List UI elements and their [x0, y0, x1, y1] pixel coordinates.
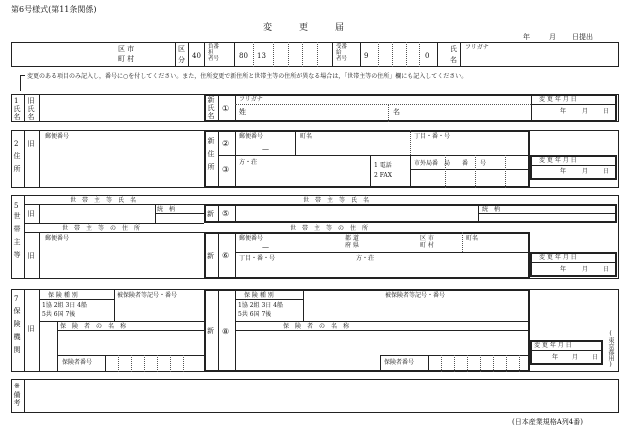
sec2-circle-2[interactable]: ② [222, 139, 230, 148]
sec5-label: 世帯主等 [13, 212, 21, 264]
date-day-label: 日提出 [572, 33, 593, 41]
date-year-label: 年 [523, 33, 530, 41]
instruction-text: 変更のある項目のみ記入し，番号に○を付してください。また，住所変更で新住所と世帯主等の住所が異なる場合は，「世帯主等の住所」欄にも記入してください。 [27, 73, 468, 80]
sec7-new-types-row2[interactable]: 5共 6国 7後 [238, 311, 272, 318]
sec7-old-types-row2[interactable]: 5共 6国 7後 [42, 311, 76, 318]
sec7-new-insurer-name: 保 険 者 の 名 称 [283, 323, 350, 330]
sec5-new-label-1: 新 [207, 210, 214, 218]
sec2-circle-3[interactable]: ③ [222, 165, 230, 174]
futan-value-2: 13 [257, 52, 266, 60]
ku-value: 40 [192, 52, 201, 60]
sec5-day: 日 [603, 266, 610, 273]
sec5-circle-6[interactable]: ⑥ [222, 251, 230, 260]
sec5-change-date-label: 変 更 年 月 日 [539, 254, 577, 261]
top-id-box [11, 42, 619, 67]
sec5-new-postal: 郵便番号 [239, 235, 264, 242]
sec7-new-insurer-no: 保険者番号 [384, 359, 415, 366]
sec2-year: 年 [560, 168, 567, 175]
sec1-mei-label: 名 [393, 108, 400, 116]
sec2-area-code: 市外局番 局 番 号 [414, 160, 487, 167]
sec5-old-label-2: 旧 [27, 252, 35, 260]
sec5-old-postal: 郵便番号 [45, 235, 70, 242]
sec7-circle-8[interactable]: ⑧ [222, 327, 230, 336]
sec7-year: 年 [552, 354, 559, 361]
form-number: 第6号様式(第11条関係) [11, 5, 97, 14]
sec2-postal-new: 郵便番号 [239, 133, 264, 140]
sec2-fax: 2 FAX [374, 172, 392, 179]
sec7-label: 保険機関 [13, 307, 21, 359]
sec5-number: 5 [14, 202, 19, 210]
sec1-year: 年 [560, 108, 567, 115]
sec2-change-date-label: 変 更 年 月 日 [539, 157, 577, 164]
sec1-number: 1 [14, 97, 19, 105]
sec2-number: 2 [14, 140, 19, 148]
ku-label: 区 [178, 45, 185, 53]
sec5-year: 年 [560, 266, 567, 273]
sec2-choume: 丁目・番・号 [414, 133, 451, 140]
town-village-label: 町 村 [118, 55, 135, 63]
sec5-new-relation: 続 柄 [482, 206, 501, 213]
sec7-new-ins-type: 保 険 種 別 [244, 292, 274, 299]
sec7-new-types-row1[interactable]: 1協 2組 3日 4船 [238, 302, 283, 309]
sec5-new-name-head: 世 帯 主 等 氏 名 [303, 197, 370, 204]
sec2-day: 日 [603, 168, 610, 175]
remarks-mark: ※ [14, 382, 20, 390]
sec7-change-date-label: 変 更 年 月 日 [534, 342, 572, 349]
sec2-katagaki: 方・荘 [239, 159, 258, 166]
sec7-tokyo-note: (東京都用) [607, 330, 614, 368]
sec1-old-label: 旧氏名 [27, 97, 35, 121]
sec5-new-label-2: 新 [207, 252, 214, 260]
sec5-kushi: 区 市 町 村 [420, 235, 434, 249]
sec5-old-addr-head: 世 帯 主 等 の 住 所 [62, 225, 141, 232]
jukyu-value-1: 9 [364, 52, 369, 60]
sec2-phone: 1 電話 [374, 162, 392, 169]
sec5-choumei: 町名 [466, 235, 479, 242]
sec1-circle-1[interactable]: ① [222, 104, 230, 113]
sec7-day: 日 [592, 354, 599, 361]
jukyu-label: 受番 給 者号 [336, 44, 348, 62]
sec7-old-label: 旧 [27, 325, 35, 333]
sec7-old-ins-no: 被保険者等記号・番号 [117, 292, 178, 299]
sec5-postal-dash: — [262, 243, 269, 251]
sec5-old-relation: 続 柄 [157, 206, 176, 213]
sec2-label: 住所 [13, 152, 21, 178]
shi-label: 氏 [450, 45, 457, 53]
sec5-new-addr-head: 世 帯 主 等 の 住 所 [290, 225, 369, 232]
sec5-old-name-head: 世 帯 主 等 氏 名 [70, 197, 137, 204]
form-title: 変 更 届 [263, 23, 345, 33]
footer-note: (日本産業規格A列4番) [512, 418, 583, 426]
remarks-label: 備考 [13, 391, 21, 407]
sec1-month: 月 [582, 108, 589, 115]
sec7-old-ins-type: 保 険 種 別 [48, 292, 78, 299]
sec7-new-label: 新 [207, 327, 214, 335]
sec5-old-label-1: 旧 [27, 210, 35, 218]
sec7-number: 7 [14, 295, 19, 303]
top-furigana: フリガナ [465, 44, 489, 51]
sec5-todofuken: 都 道 府 県 [345, 235, 359, 249]
sec5-circle-5[interactable]: ⑤ [222, 209, 230, 218]
sec2-postal-dash: — [262, 145, 269, 153]
sec2-month: 月 [582, 168, 589, 175]
sec7-old-insurer-name: 保 険 者 の 名 称 [60, 323, 127, 330]
date-month-label: 月 [549, 33, 556, 41]
sec2-postal-old: 郵便番号 [45, 133, 70, 140]
sec1-change-date-label: 変 更 年 月 日 [539, 96, 577, 103]
sec5-choume: 丁目・番・号 [239, 255, 276, 262]
sec7-old-insurer-no: 保険者番号 [62, 359, 93, 366]
remarks-box [11, 379, 619, 413]
mei-label: 名 [450, 56, 457, 64]
bun-label: 分 [178, 56, 185, 64]
sec1-new-label: 新氏名 [207, 96, 215, 120]
sec2-new-label: 新住所 [207, 137, 215, 176]
sec7-month: 月 [572, 354, 579, 361]
sec1-sei-label: 姓 [239, 108, 246, 116]
sec7-new-ins-no: 被保険者等記号・番号 [385, 292, 446, 299]
sec5-katagaki: 方・荘 [356, 255, 375, 262]
sec2-choumei: 町名 [300, 133, 313, 140]
sec5-month: 月 [582, 266, 589, 273]
futan-label: 負番 担 者号 [208, 44, 220, 62]
jukyu-value-2: 0 [425, 52, 430, 60]
sec2-old-label: 旧 [27, 140, 35, 148]
sec1-furigana: フリガナ [239, 96, 263, 103]
futan-value-1: 80 [239, 52, 248, 60]
sec7-old-types-row1[interactable]: 1協 2組 3日 4船 [42, 302, 87, 309]
ward-city-label: 区 市 [118, 45, 135, 53]
sec1-day: 日 [603, 108, 610, 115]
sec1-label: 氏名 [13, 105, 21, 121]
